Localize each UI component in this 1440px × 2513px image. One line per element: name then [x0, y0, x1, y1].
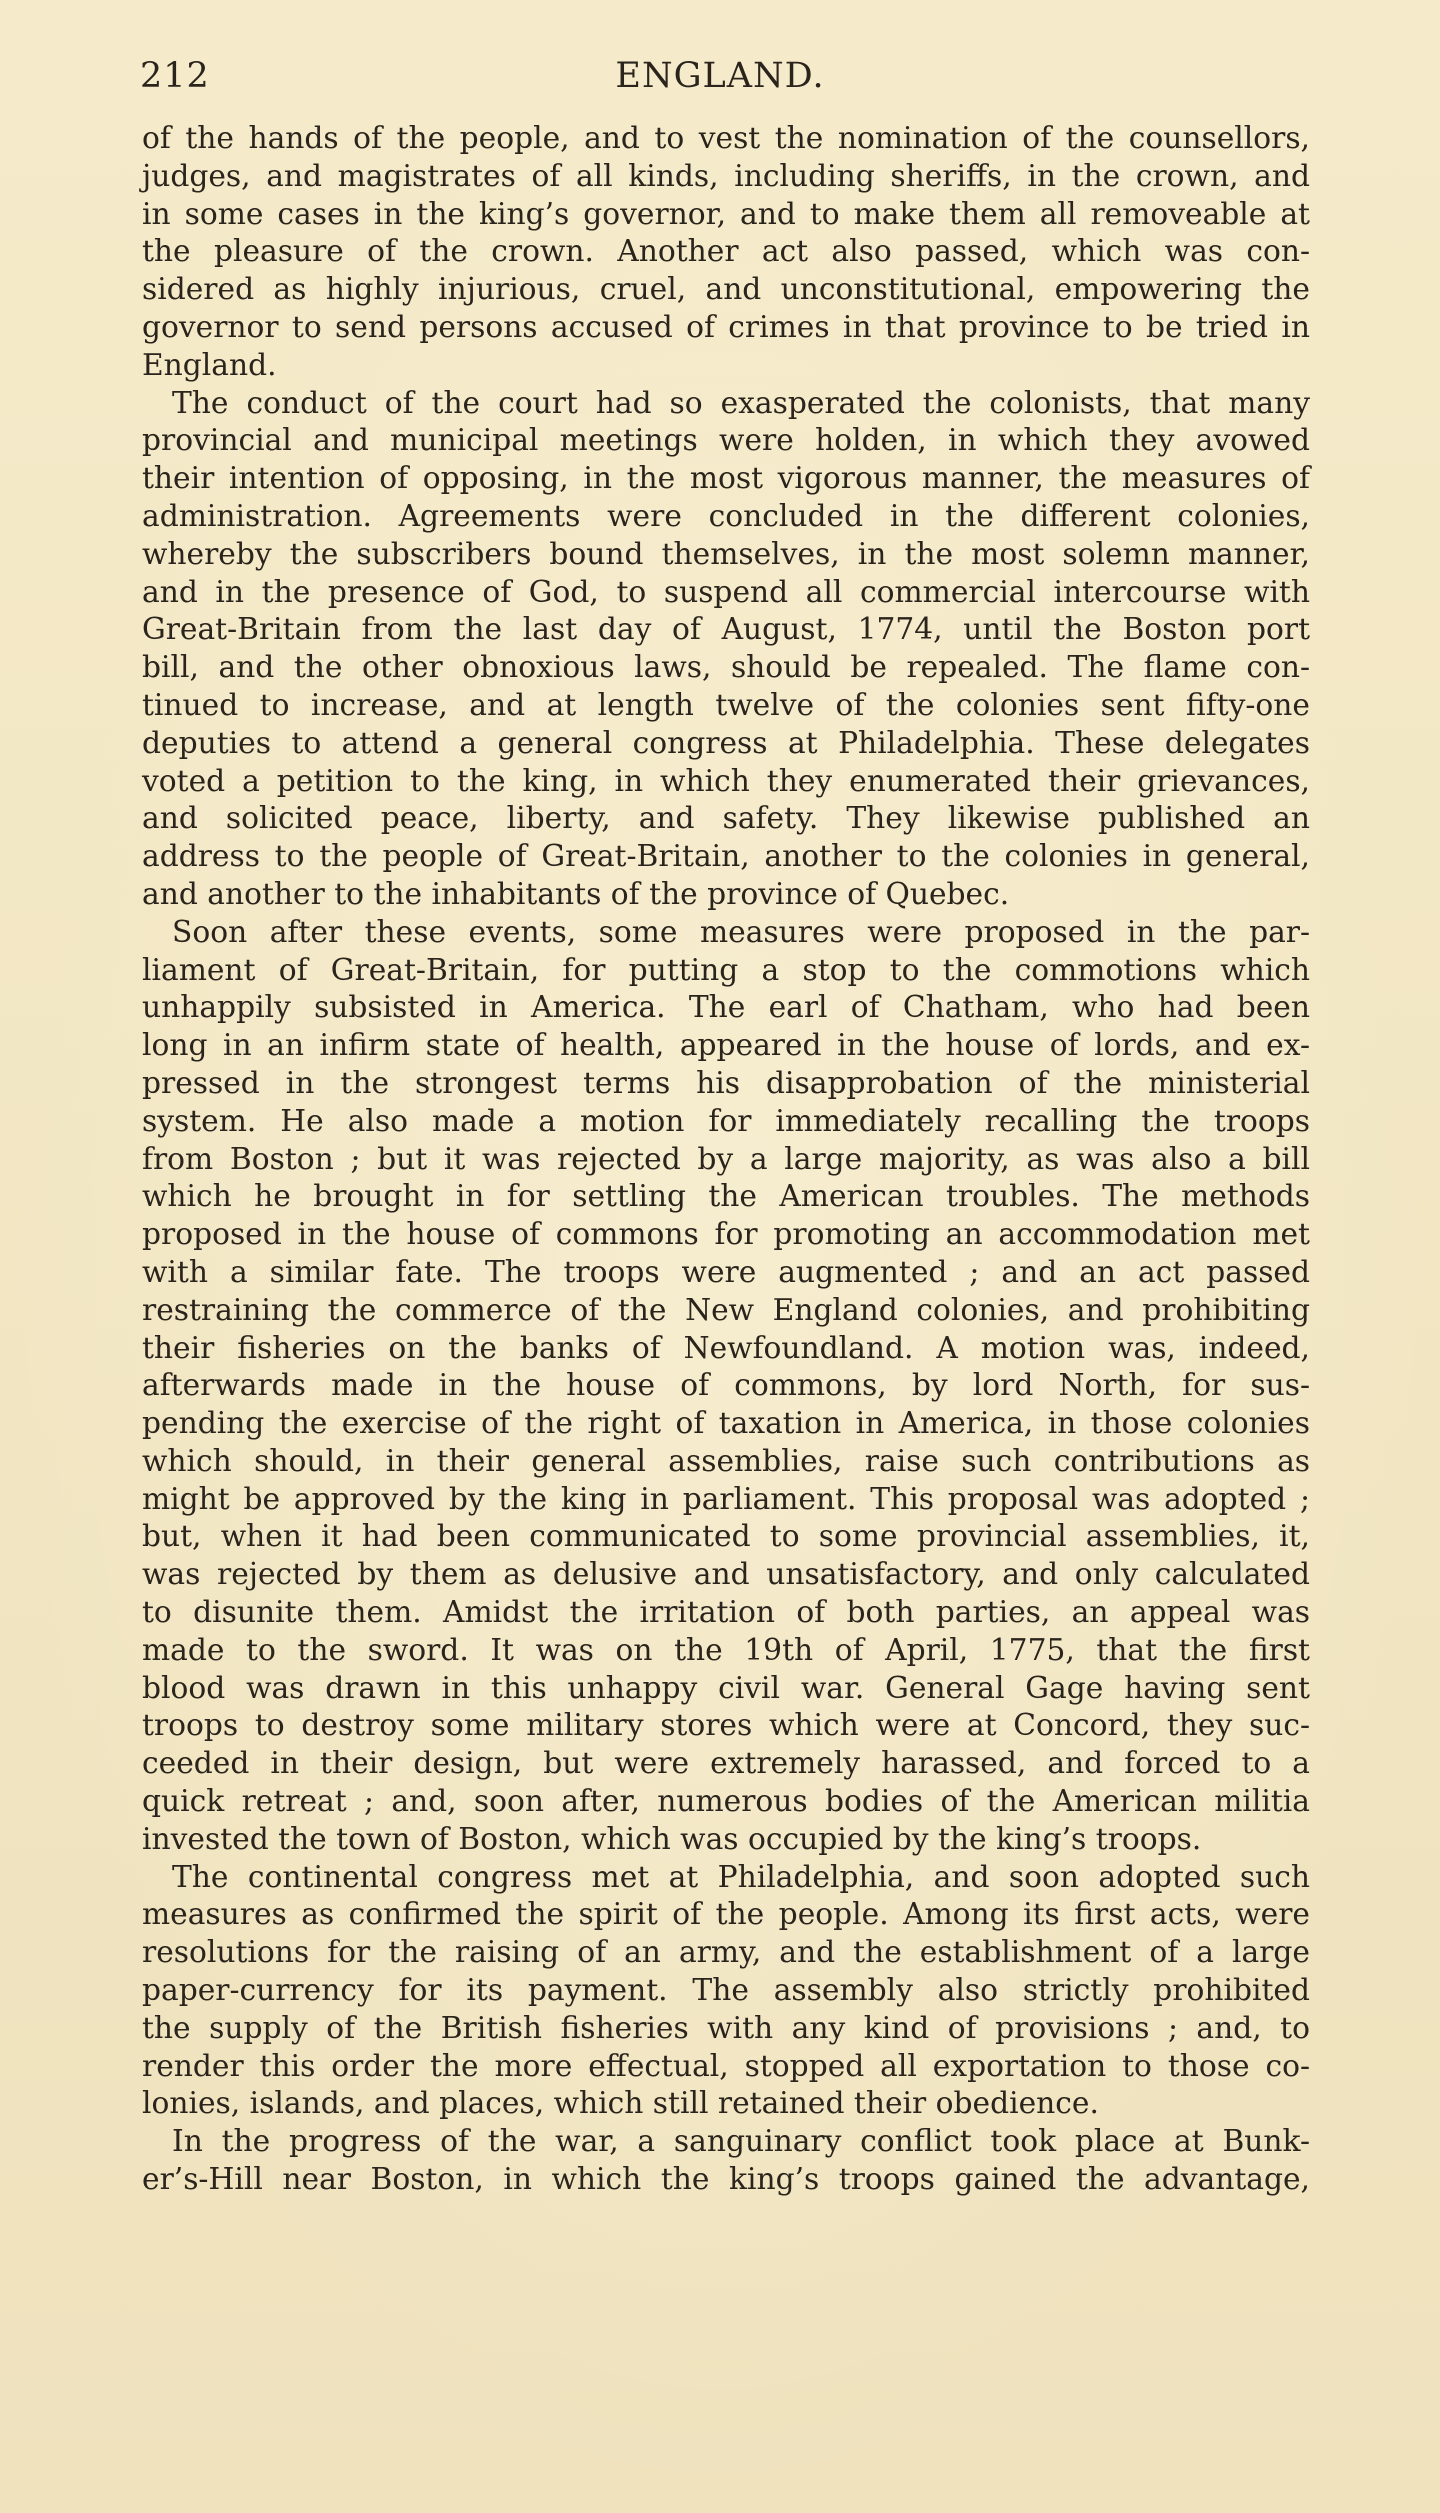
text-line: render this order the more effectual, stopped all exportation to those co-: [142, 2048, 1310, 2084]
text-line: In the progress of the war, a sanguinary conflict took place at Bunk-: [172, 2124, 1310, 2160]
text-line: of the hands of the people, and to vest the nomination of the counsellors,: [142, 121, 1310, 156]
text-line: and in the presence of God, to suspend all commercial intercourse with: [142, 574, 1310, 610]
text-line: measures as confirmed the spirit of the people. Among its first acts, were: [142, 1897, 1310, 1933]
text-line: might be approved by the king in parliament. This proposal was adopted ;: [142, 1481, 1310, 1517]
text-line: in some cases in the king’s governor, and to make them all removeable at: [142, 196, 1310, 232]
text-line: and another to the inhabitants of the province of Quebec.: [142, 876, 1010, 912]
text-line: provincial and municipal meetings were holden, in which they avowed: [142, 423, 1310, 459]
text-line: their intention of opposing, in the most vigorous manner, the measures of: [142, 461, 1310, 497]
text-line: England.: [142, 347, 277, 383]
text-line: sidered as highly injurious, cruel, and unconstitutional, empowering the: [142, 272, 1310, 308]
text-line: liament of Great-Britain, for putting a stop to the commotions which: [142, 952, 1310, 988]
running-head: ENGLAND.: [615, 56, 825, 96]
text-line: restraining the commerce of the New England colonies, and prohibiting: [142, 1292, 1310, 1328]
text-line: Great-Britain from the last day of August, 1774, until the Boston port: [142, 612, 1310, 648]
text-line: administration. Agreements were concluded in the different colonies,: [142, 498, 1310, 534]
text-line: with a similar fate. The troops were augmented ; and an act passed: [142, 1254, 1310, 1290]
text-line: er’s-Hill near Boston, in which the king’s troops gained the advantage,: [142, 2162, 1310, 2198]
text-line: voted a petition to the king, in which they enumerated their grievances,: [142, 763, 1310, 799]
text-line: deputies to attend a general congress at Philadelphia. These delegates: [142, 725, 1310, 761]
text-line: troops to destroy some military stores which were at Concord, they suc-: [142, 1708, 1310, 1744]
body-text: [142, 120, 1310, 2199]
text-line: proposed in the house of commons for promoting an accommodation met: [142, 1217, 1310, 1253]
text-line: unhappily subsisted in America. The earl of Chatham, who had been: [142, 990, 1310, 1026]
text-line: invested the town of Boston, which was occupied by the king’s troops.: [142, 1821, 1202, 1857]
text-line: to disunite them. Amidst the irritation of both parties, an appeal was: [142, 1595, 1310, 1631]
text-line: the supply of the British fisheries with any kind of provisions ; and, to: [142, 2010, 1310, 2046]
text-line: but, when it had been communicated to some provincial assemblies, it,: [142, 1519, 1310, 1555]
text-line: from Boston ; but it was rejected by a large majority, as was also a bill: [142, 1141, 1310, 1177]
text-line: pressed in the strongest terms his disapprobation of the ministerial: [142, 1065, 1310, 1101]
text-line: bill, and the other obnoxious laws, should be repealed. The flame con-: [142, 650, 1310, 686]
text-line: tinued to increase, and at length twelve of the colonies sent fifty-one: [142, 687, 1310, 723]
text-line: governor to send persons accused of crimes in that province to be tried in: [142, 309, 1310, 345]
page-header: [140, 50, 1300, 102]
text-line: resolutions for the raising of an army, and the establishment of a large: [142, 1935, 1310, 1971]
text-line: system. He also made a motion for immediately recalling the troops: [142, 1103, 1310, 1139]
text-line: the pleasure of the crown. Another act also passed, which was con-: [142, 234, 1310, 270]
text-line: Soon after these events, some measures were proposed in the par-: [172, 914, 1310, 950]
text-line: address to the people of Great-Britain, another to the colonies in general,: [142, 839, 1310, 875]
text-line: whereby the subscribers bound themselves, in the most solemn manner,: [142, 536, 1310, 572]
text-line: was rejected by them as delusive and unsatisfactory, and only calculated: [142, 1557, 1310, 1593]
text-line: The continental congress met at Philadelphia, and soon adopted such: [172, 1859, 1310, 1895]
text-line: quick retreat ; and, soon after, numerous bodies of the American militia: [142, 1784, 1310, 1820]
text-line: long in an infirm state of health, appeared in the house of lords, and ex-: [142, 1028, 1310, 1064]
text-line: which he brought in for settling the American troubles. The methods: [142, 1179, 1310, 1215]
text-line: paper-currency for its payment. The assembly also strictly prohibited: [142, 1973, 1310, 2009]
text-line: lonies, islands, and places, which still retained their obedience.: [142, 2086, 1099, 2122]
text-line: pending the exercise of the right of taxation in America, in those colonies: [142, 1406, 1310, 1442]
text-line: which should, in their general assemblies, raise such contributions as: [142, 1443, 1310, 1479]
text-line: The conduct of the court had so exasperated the colonists, that many: [172, 385, 1310, 421]
text-line: their fisheries on the banks of Newfoundland. A motion was, indeed,: [142, 1330, 1310, 1366]
page-number: 212: [140, 56, 210, 96]
text-line: afterwards made in the house of commons, by lord North, for sus-: [142, 1368, 1310, 1404]
text-line: ceeded in their design, but were extremely harassed, and forced to a: [142, 1746, 1310, 1782]
text-line: judges, and magistrates of all kinds, including sheriffs, in the crown, and: [142, 158, 1310, 194]
text-line: made to the sword. It was on the 19th of April, 1775, that the first: [142, 1632, 1310, 1668]
text-line: blood was drawn in this unhappy civil war. General Gage having sent: [142, 1670, 1310, 1706]
text-line: and solicited peace, liberty, and safety. They likewise published an: [142, 801, 1310, 837]
